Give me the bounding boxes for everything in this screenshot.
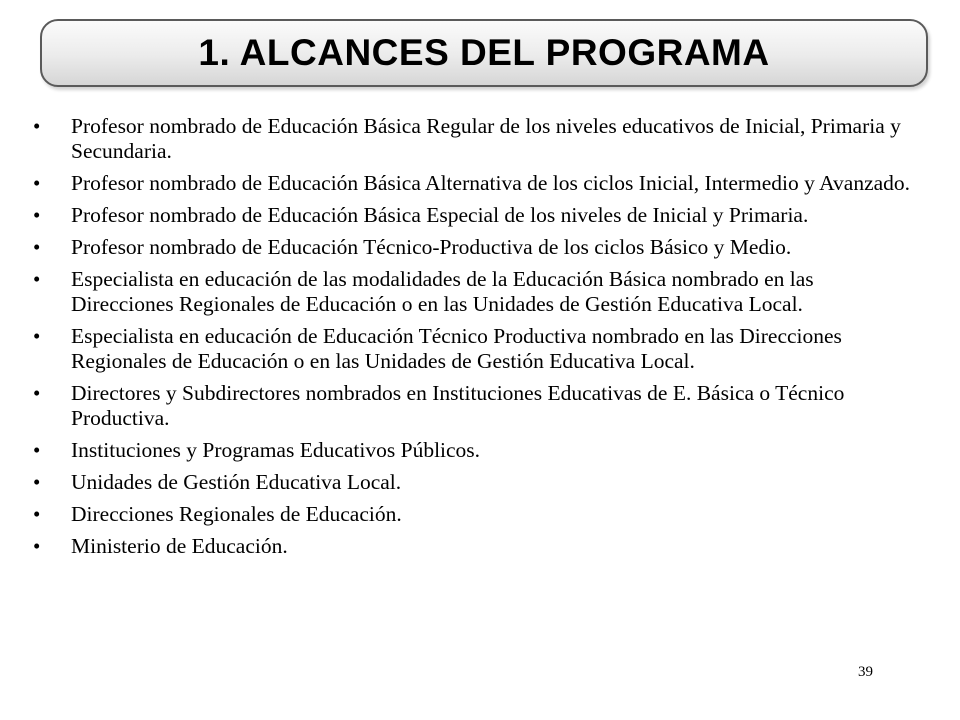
list-item: • Directores y Subdirectores nombrados en Instituciones Educativas de E. Básica o Técnico Productiva. <box>33 381 913 431</box>
list-item: • Profesor nombrado de Educación Básica Regular de los niveles educativos de Inicial, Primaria y Secundaria. <box>33 114 913 164</box>
page-number: 39 <box>858 664 873 680</box>
scope-list <box>33 114 913 566</box>
title-banner <box>40 19 928 87</box>
slide-title: 1. ALCANCES DEL PROGRAMA <box>198 32 770 73</box>
list-item: • Unidades de Gestión Educativa Local. <box>33 470 913 495</box>
list-item: • Ministerio de Educación. <box>33 534 913 559</box>
list-item: • Instituciones y Programas Educativos Públicos. <box>33 438 913 463</box>
list-item: • Profesor nombrado de Educación Básica Especial de los niveles de Inicial y Primaria. <box>33 203 913 228</box>
list-item: • Profesor nombrado de Educación Básica Alternativa de los ciclos Inicial, Intermedio y Avanzado. <box>33 171 913 196</box>
list-item: • Direcciones Regionales de Educación. <box>33 502 913 527</box>
list-item: • Especialista en educación de las modalidades de la Educación Básica nombrado en las Direcciones Regionales de Educación o en las Unidades de Gestión Educativa Local. <box>33 267 913 317</box>
list-item: • Profesor nombrado de Educación Técnico-Productiva de los ciclos Básico y Medio. <box>33 235 913 260</box>
list-item: • Especialista en educación de Educación Técnico Productiva nombrado en las Direcciones Regionales de Educación o en las Unidades de Gestión Educativa Local. <box>33 324 913 374</box>
